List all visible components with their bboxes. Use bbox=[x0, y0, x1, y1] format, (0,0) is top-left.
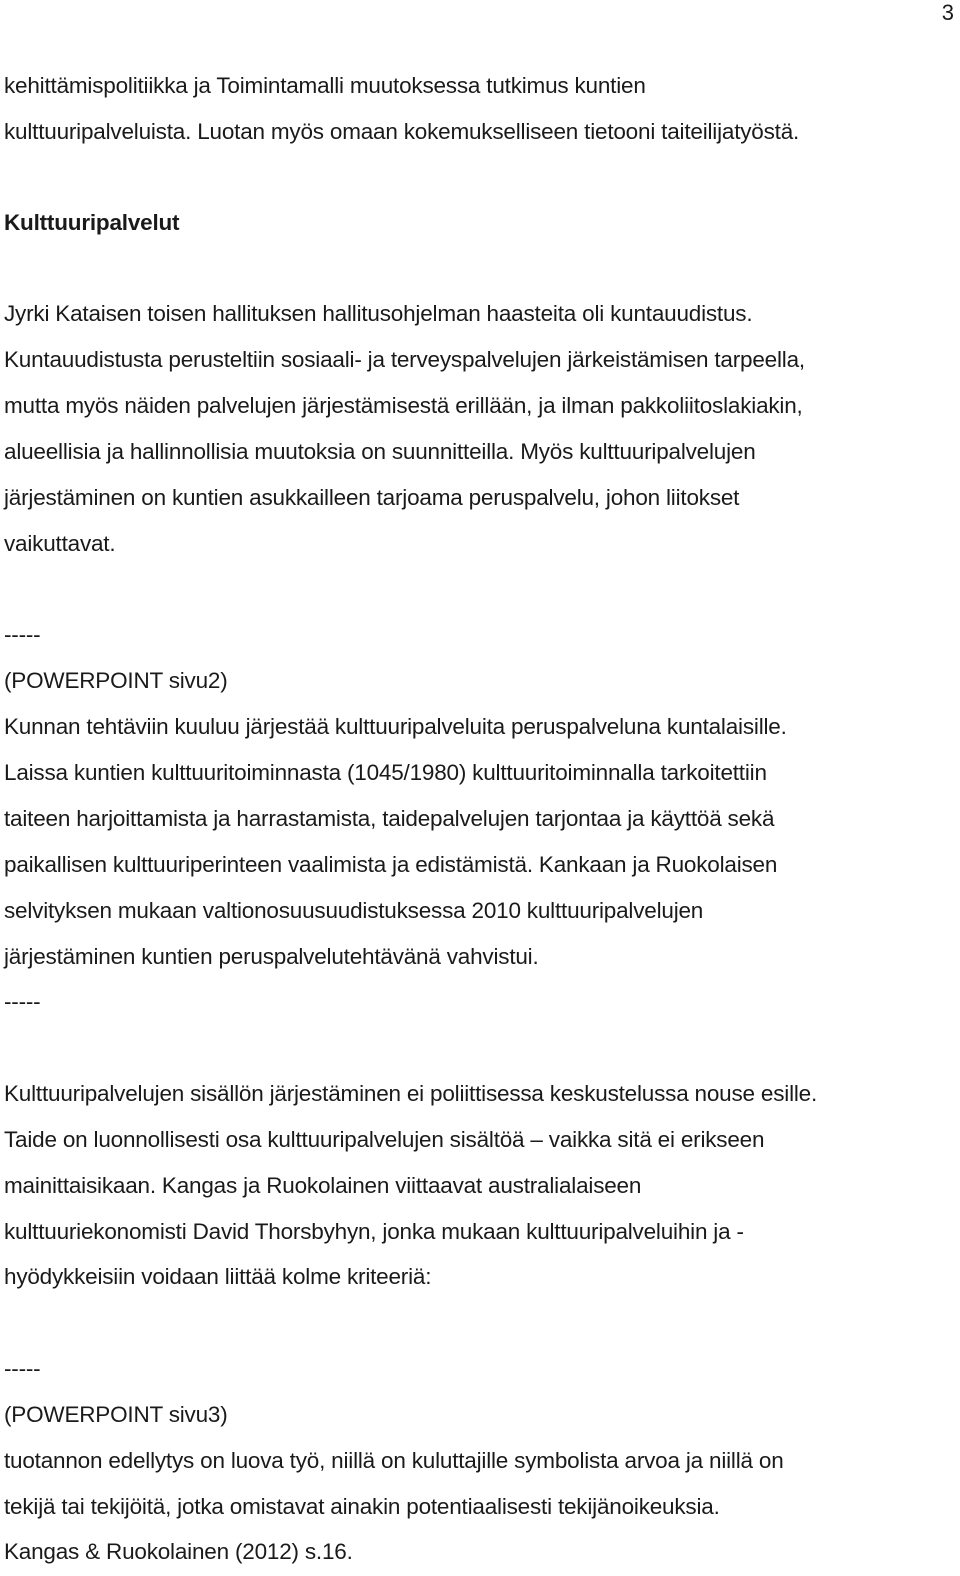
text-line: Taide on luonnollisesti osa kulttuuripalvelujen sisältöä – vaikka sitä ei erikseen bbox=[4, 1127, 765, 1152]
text-line: taiteen harjoittamista ja harrastamista, taidepalvelujen tarjontaa ja käyttöä sekä bbox=[4, 806, 775, 831]
citation: Kangas & Ruokolainen (2012) s.16. bbox=[4, 1539, 353, 1564]
section-heading: Kulttuuripalvelut bbox=[4, 210, 180, 235]
text-line: järjestäminen kuntien peruspalvelutehtävänä vahvistui. bbox=[4, 944, 539, 969]
text-line: kulttuuripalveluista. Luotan myös omaan kokemukselliseen tietooni taiteilijatyöstä. bbox=[4, 119, 800, 144]
text-line: paikallisen kulttuuriperinteen vaalimista ja edistämistä. Kankaan ja Ruokolaisen bbox=[4, 852, 778, 877]
text-line: mutta myös näiden palvelujen järjestämisestä erillään, ja ilman pakkoliitoslakiakin, bbox=[4, 393, 803, 418]
separator-line: ----- bbox=[4, 1356, 41, 1381]
text-line: tuotannon edellytys on luova työ, niillä on kuluttajille symbolista arvoa ja niillä on bbox=[4, 1448, 784, 1473]
text-line: Kulttuuripalvelujen sisällön järjestäminen ei poliittisessa keskustelussa nouse esille. bbox=[4, 1081, 818, 1106]
text-line: mainittaisikaan. Kangas ja Ruokolainen viittaavat australialaiseen bbox=[4, 1173, 642, 1198]
text-line: vaikuttavat. bbox=[4, 531, 116, 556]
text-line: Kunnan tehtäviin kuuluu järjestää kulttuuripalveluita peruspalveluna kuntalaisille. bbox=[4, 714, 787, 739]
text-line: kehittämispolitiikka ja Toimintamalli muutoksessa tutkimus kuntien bbox=[4, 73, 646, 98]
text-line: Jyrki Kataisen toisen hallituksen hallitusohjelman haasteita oli kuntauudistus. bbox=[4, 301, 753, 326]
text-line: Kuntauudistusta perusteltiin sosiaali- ja terveyspalvelujen järkeistämisen tarpeella, bbox=[4, 347, 805, 372]
text-line: selvityksen mukaan valtionosuusuudistuksessa 2010 kulttuuripalvelujen bbox=[4, 898, 704, 923]
text-line: Laissa kuntien kulttuuritoiminnasta (1045/1980) kulttuuritoiminnalla tarkoitettiin bbox=[4, 760, 767, 785]
text-line: tekijä tai tekijöitä, jotka omistavat ainakin potentiaalisesti tekijänoikeuksia. bbox=[4, 1494, 720, 1519]
page-number: 3 bbox=[941, 0, 954, 25]
text-line: kulttuuriekonomisti David Thorsbyhyn, jonka mukaan kulttuuripalveluihin ja - bbox=[4, 1219, 744, 1244]
text-line: järjestäminen on kuntien asukkailleen tarjoama peruspalvelu, johon liitokset bbox=[4, 485, 740, 510]
text-line: alueellisia ja hallinnollisia muutoksia on suunnitteilla. Myös kulttuuripalvelujen bbox=[4, 439, 756, 464]
separator-line: ----- bbox=[4, 622, 41, 647]
powerpoint-reference: (POWERPOINT sivu3) bbox=[4, 1402, 228, 1427]
separator-line: ----- bbox=[4, 989, 41, 1014]
text-line: hyödykkeisiin voidaan liittää kolme kriteeriä: bbox=[4, 1264, 432, 1289]
powerpoint-reference: (POWERPOINT sivu2) bbox=[4, 668, 228, 693]
